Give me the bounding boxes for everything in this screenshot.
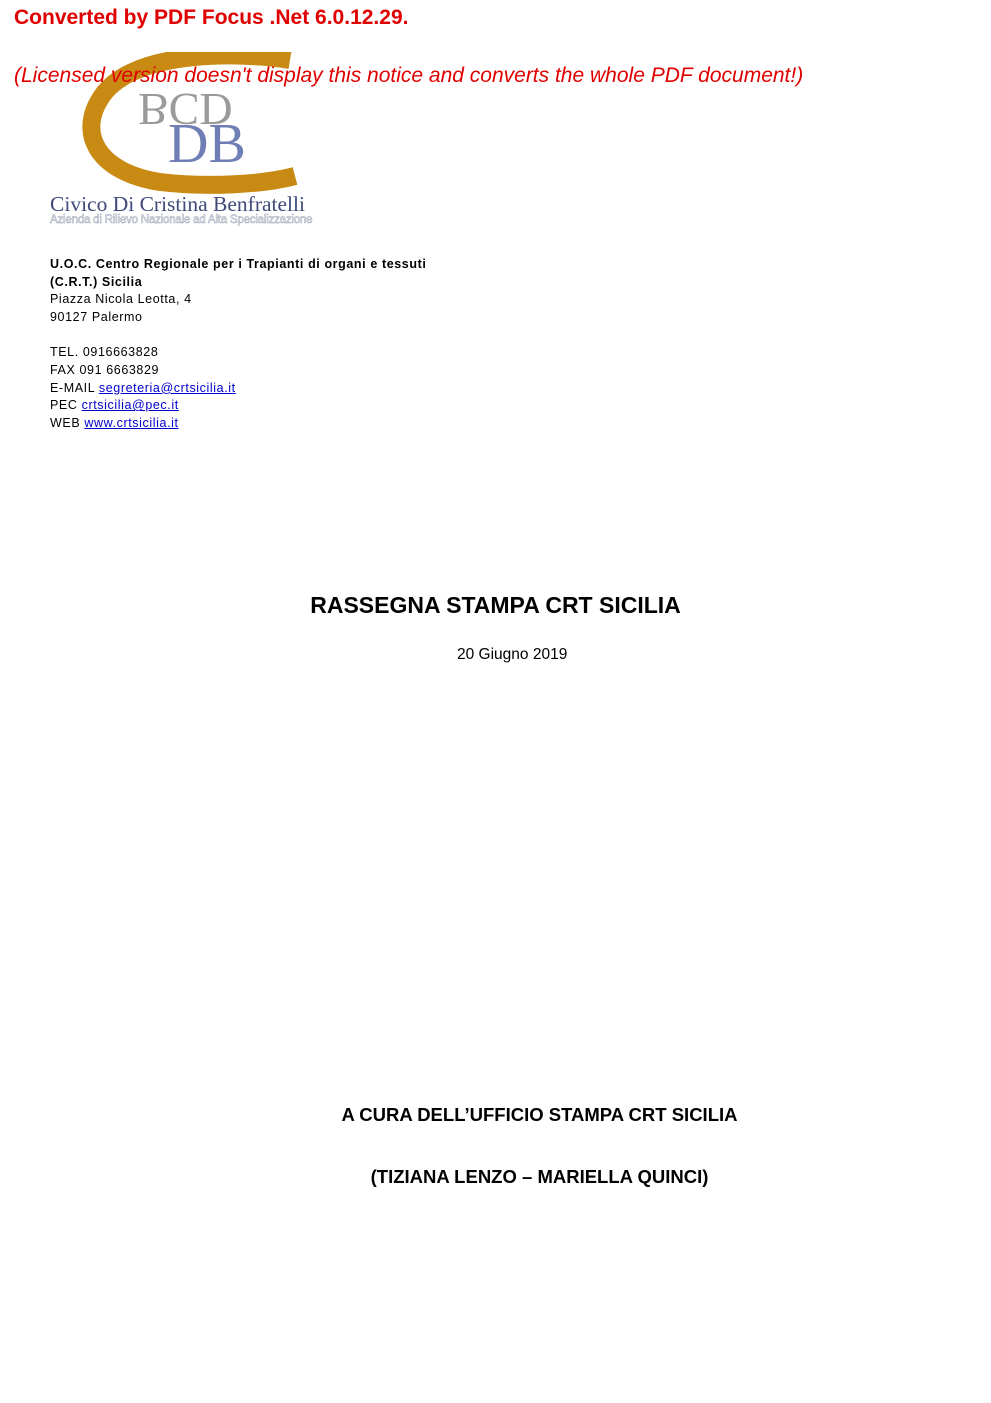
license-notice: (Licensed version doesn't display this notice and converts the whole PDF document!)	[14, 64, 804, 87]
telephone: TEL. 0916663828	[50, 345, 159, 360]
web-link[interactable]: www.crtsicilia.it	[84, 415, 179, 430]
pec-row	[50, 397, 426, 415]
svg-text:DB: DB	[168, 113, 246, 175]
document-date: 20 Giugno 2019	[457, 646, 568, 663]
pec-label: PEC	[50, 398, 78, 413]
email-link[interactable]: segreteria@crtsicilia.it	[98, 380, 236, 395]
pec-link[interactable]: crtsicilia@pec.it	[81, 398, 179, 413]
hospital-tagline: Azienda di Rilievo Nazionale ad Alta Specializzazione	[50, 214, 313, 226]
email-label: E-MAIL	[50, 380, 95, 395]
street: Piazza Nicola Leotta, 4	[50, 292, 192, 307]
email-row	[50, 380, 426, 398]
web-row	[50, 415, 426, 433]
converter-notice: Converted by PDF Focus .Net 6.0.12.29.	[14, 6, 409, 29]
web-label: WEB	[50, 415, 81, 430]
fax: FAX 091 6663829	[50, 362, 160, 377]
credit-line-2: (TIZIANA LENZO – MARIELLA QUINCI)	[370, 1166, 709, 1187]
contact-block	[50, 256, 426, 432]
svg-text:BCD: BCD	[138, 84, 233, 135]
credit-line-1: A CURA DELL’UFFICIO STAMPA CRT SICILIA	[341, 1104, 738, 1125]
city: 90127 Palermo	[50, 309, 143, 324]
hospital-name: Civico Di Cristina Benfratelli	[50, 192, 305, 216]
document-title-text: RASSEGNA STAMPA CRT SICILIA	[310, 592, 681, 618]
org-line-2: (C.R.T.) Sicilia	[50, 274, 143, 289]
org-line-1: U.O.C. Centro Regionale per i Trapianti di organi e tessuti	[50, 257, 427, 271]
document-title	[0, 592, 991, 619]
